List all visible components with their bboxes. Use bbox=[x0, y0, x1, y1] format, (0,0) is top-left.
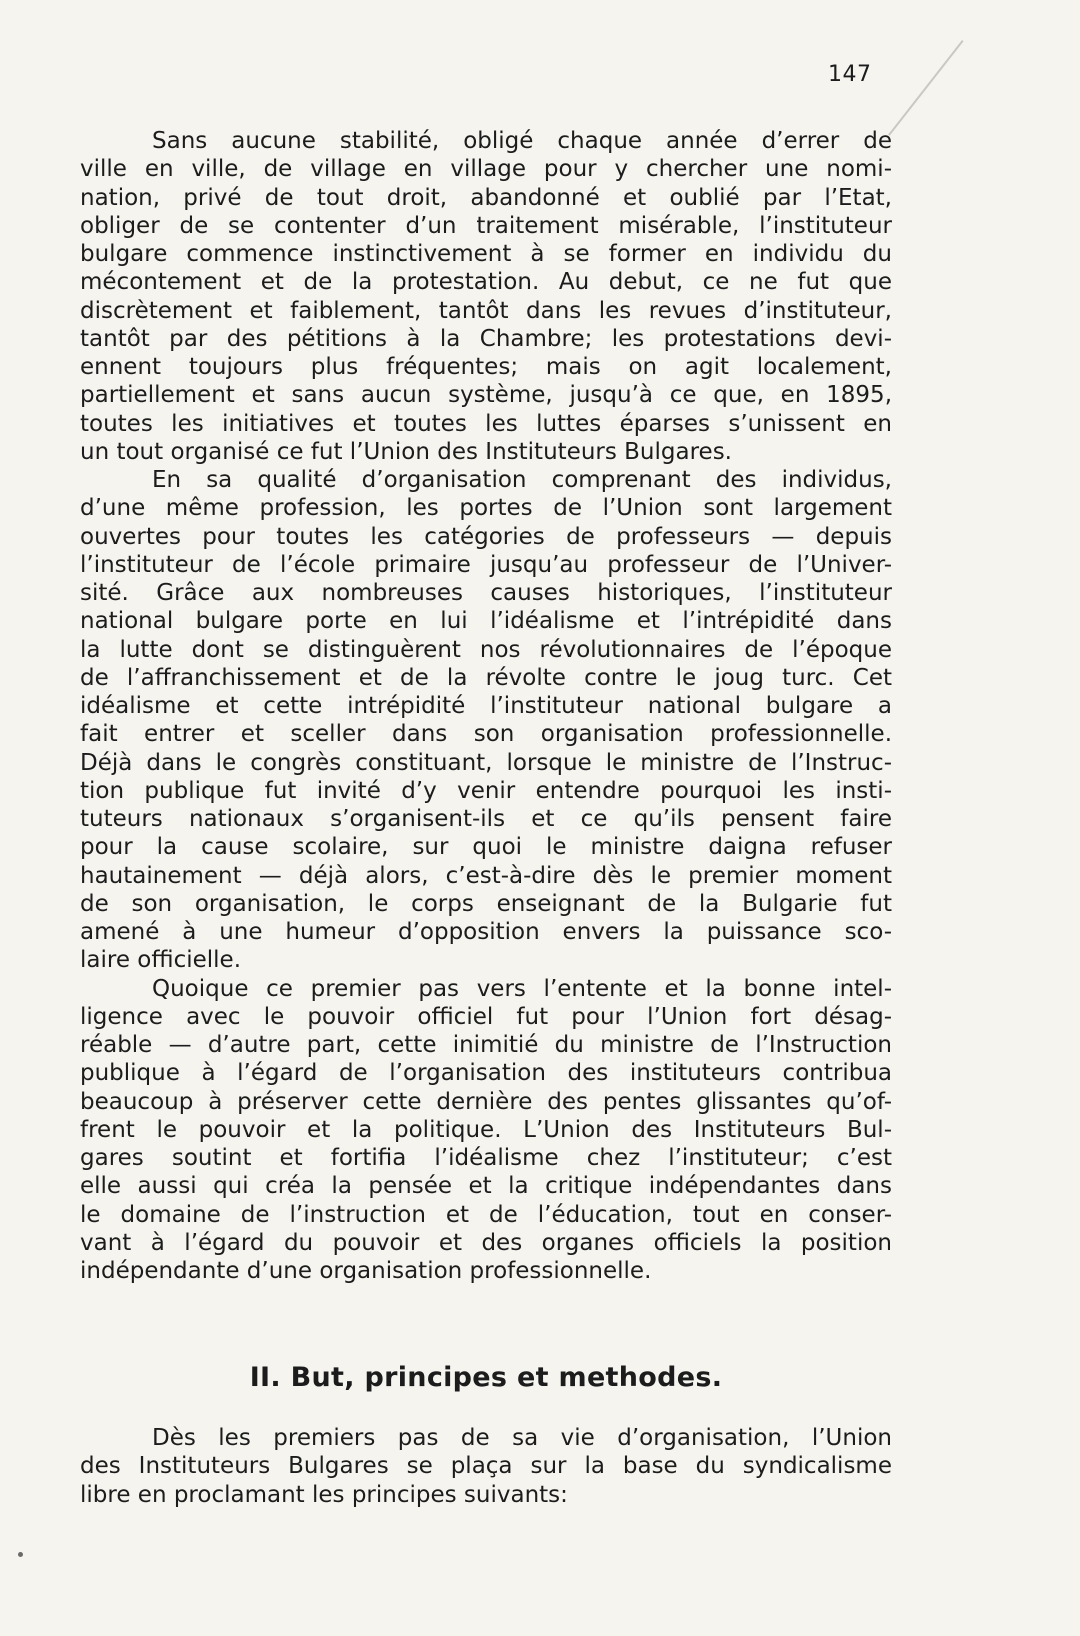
text-line: tantôt par des pétitions à la Chambre; les protestations devi- bbox=[80, 325, 892, 352]
text-line: publique à l’égard de l’organisation des instituteurs contribua bbox=[80, 1060, 892, 1087]
text-line: amené à une humeur d’opposition envers la puissance sco- bbox=[80, 919, 892, 945]
text-line: frent le pouvoir et la politique. L’Union des Instituteurs Bul- bbox=[80, 1116, 892, 1143]
section-heading: II. But, principes et methodes. bbox=[249, 1362, 723, 1393]
fold-mark-decoration bbox=[888, 40, 963, 136]
text-line: un tout organisé ce fut l’Union des Instituteurs Bulgares. bbox=[80, 438, 732, 465]
text-line: le domaine de l’instruction et de l’éducation, tout en conser- bbox=[80, 1201, 892, 1228]
text-line: Quoique ce premier pas vers l’entente et la bonne intel- bbox=[152, 975, 892, 1002]
text-line: toutes les initiatives et toutes les luttes éparses s’unissent en bbox=[80, 410, 892, 437]
text-line: pour la cause scolaire, sur quoi le ministre daigna refuser bbox=[80, 834, 892, 861]
text-line: mécontement et de la protestation. Au debut, ce ne fut que bbox=[80, 269, 892, 296]
text-line: vant à l’égard du pouvoir et des organes officiels la position bbox=[80, 1229, 892, 1256]
text-line: libre en proclamant les principes suivants: bbox=[80, 1481, 568, 1508]
text-line: elle aussi qui créa la pensée et la critique indépendantes dans bbox=[80, 1173, 892, 1200]
text-line: laire officielle. bbox=[80, 947, 242, 974]
body-text bbox=[80, 127, 892, 1285]
section-body-text bbox=[80, 1424, 892, 1509]
text-line: Déjà dans le congrès constituant, lorsque le ministre de l’Instruc- bbox=[80, 749, 892, 776]
text-line: ouvertes pour toutes les catégories de professeurs — depuis bbox=[80, 523, 892, 550]
text-line: national bulgare porte en lui l’idéalisme et l’intrépidité dans bbox=[80, 608, 892, 635]
text-line: ville en ville, de village en village pour y chercher une nomi- bbox=[80, 156, 892, 183]
text-line: ennent toujours plus fréquentes; mais on agit localement, bbox=[80, 354, 892, 380]
text-line: hautainement — déjà alors, c’est-à-dire dès le premier moment bbox=[80, 862, 892, 889]
text-line: idéalisme et cette intrépidité l’instituteur national bulgare a bbox=[80, 693, 892, 719]
text-line: d’une même profession, les portes de l’Union sont largement bbox=[80, 495, 892, 522]
text-line: partiellement et sans aucun système, jusqu’à ce que, en 1895, bbox=[80, 382, 892, 409]
text-line: fait entrer et sceller dans son organisation professionnelle. bbox=[80, 721, 892, 748]
text-line: gares soutint et fortifia l’idéalisme chez l’instituteur; c’est bbox=[80, 1145, 892, 1171]
text-line: discrètement et faiblement, tantôt dans les revues d’instituteur, bbox=[80, 297, 892, 324]
text-line: la lutte dont se distinguèrent nos révolutionnaires de l’époque bbox=[80, 636, 892, 663]
text-line: nation, privé de tout droit, abandonné et oublié par l’Etat, bbox=[80, 184, 892, 211]
text-line: Dès les premiers pas de sa vie d’organisation, l’Union bbox=[152, 1425, 892, 1451]
text-line: tion publique fut invité d’y venir entendre pourquoi les insti- bbox=[80, 777, 892, 804]
text-line: bulgare commence instinctivement à se former en individu du bbox=[80, 241, 892, 267]
ink-speck-decoration bbox=[18, 1552, 23, 1557]
text-line: sité. Grâce aux nombreuses causes historiques, l’instituteur bbox=[80, 580, 892, 606]
text-line: beaucoup à préserver cette dernière des pentes glissantes qu’of- bbox=[80, 1088, 892, 1115]
page-number: 147 bbox=[828, 62, 872, 87]
text-line: tuteurs nationaux s’organisent-ils et ce qu’ils pensent faire bbox=[80, 806, 892, 832]
text-line: réable — d’autre part, cette inimitié du ministre de l’Instruction bbox=[80, 1032, 892, 1058]
text-line: ligence avec le pouvoir officiel fut pour l’Union fort désag- bbox=[80, 1003, 892, 1030]
text-line: des Instituteurs Bulgares se plaça sur la base du syndicalisme bbox=[80, 1453, 892, 1480]
text-line: obliger de se contenter d’un traitement misérable, l’instituteur bbox=[80, 212, 892, 239]
text-line: En sa qualité d’organisation comprenant des individus, bbox=[152, 467, 892, 493]
text-line: de son organisation, le corps enseignant de la Bulgarie fut bbox=[80, 890, 892, 917]
text-line: indépendante d’une organisation professionnelle. bbox=[80, 1258, 652, 1284]
text-line: de l’affranchissement et de la révolte contre le joug turc. Cet bbox=[80, 664, 892, 691]
text-line: Sans aucune stabilité, obligé chaque année d’errer de bbox=[152, 128, 892, 154]
text-line: l’instituteur de l’école primaire jusqu’au professeur de l’Univer- bbox=[80, 551, 892, 578]
